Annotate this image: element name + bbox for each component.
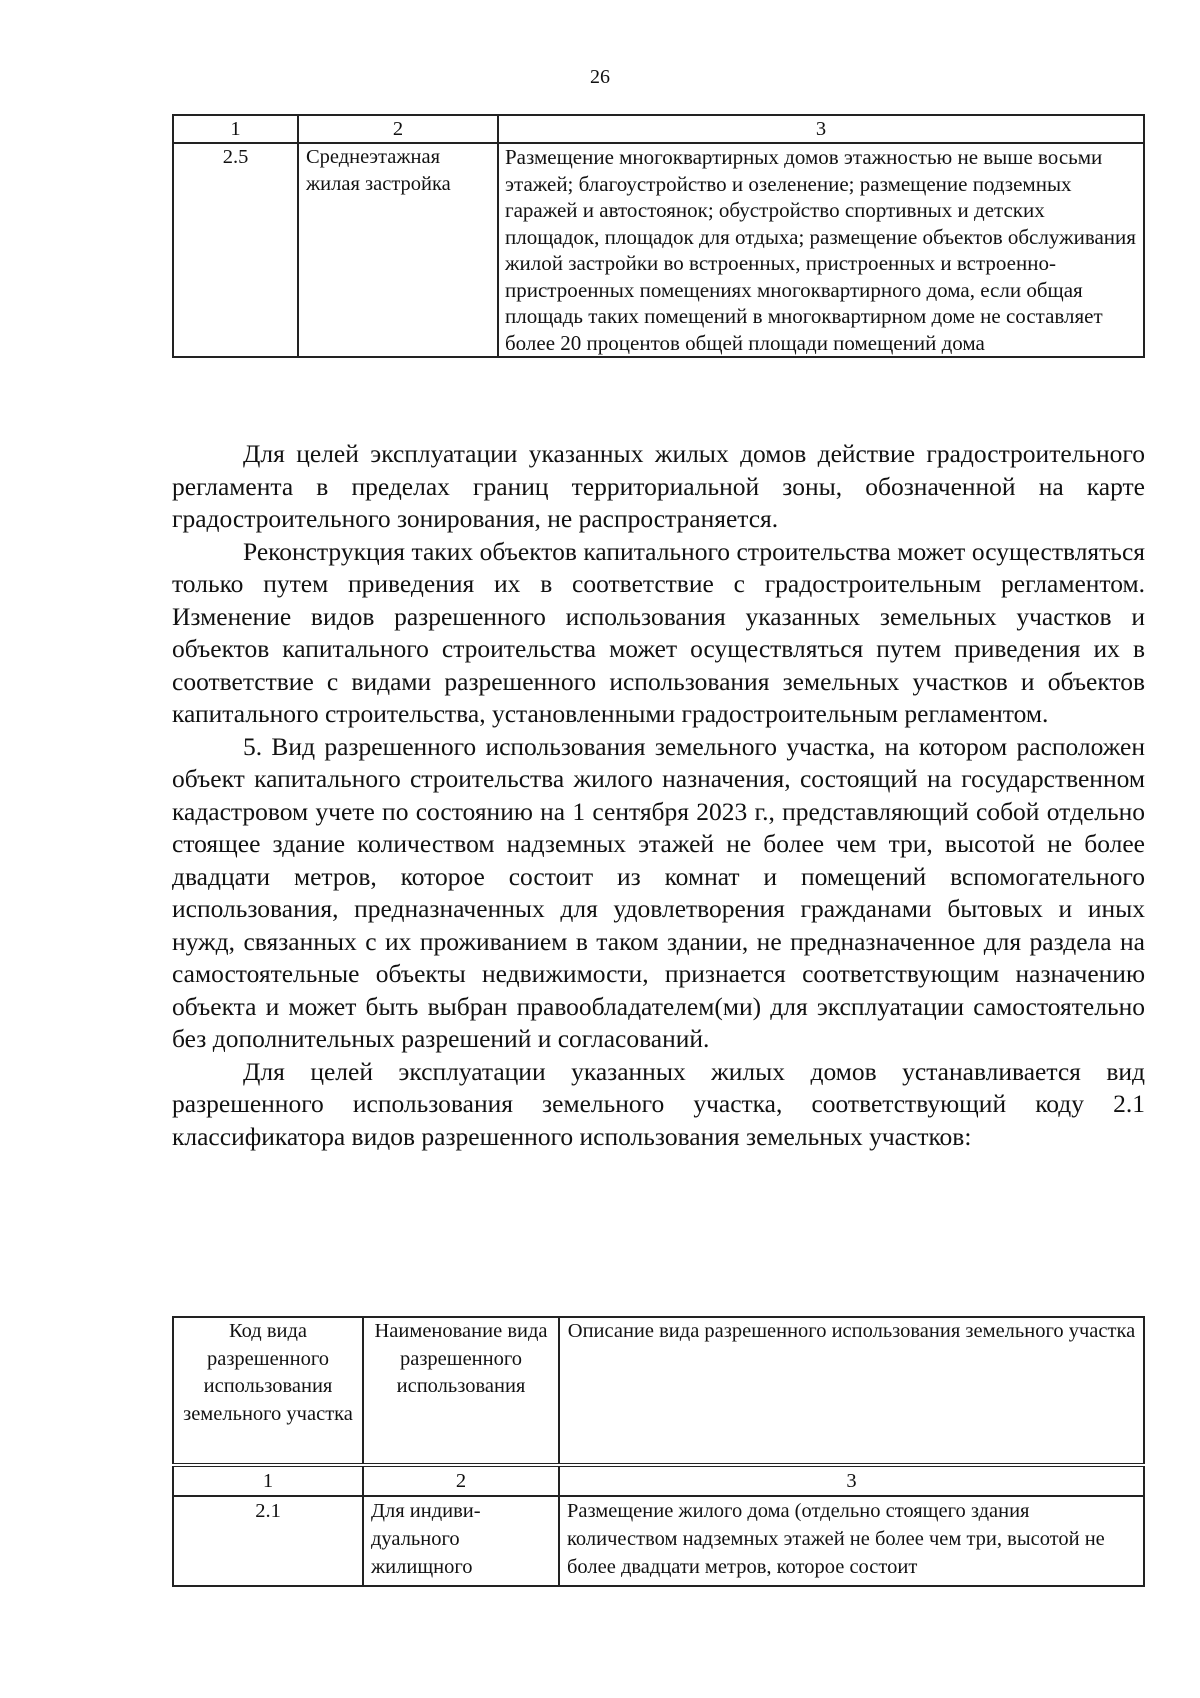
column-number-2: 2	[363, 1465, 559, 1496]
table-row	[173, 143, 1144, 357]
header-name: Наименование вида разрешенного использования	[363, 1317, 559, 1465]
land-use-code: 2.1	[173, 1496, 363, 1586]
page-number: 26	[590, 66, 610, 88]
land-use-name: Для индиви-дуального жилищного	[363, 1496, 559, 1586]
header-description: Описание вида разрешенного использования земельного участка	[559, 1317, 1144, 1465]
column-number-3: 3	[559, 1465, 1144, 1496]
column-number-1: 1	[173, 115, 298, 143]
paragraph: 5. Вид разрешенного использования земельного участка, на котором расположен объект капитального строительства жилого назначения, состоящий на государственном кадастровом учете по состоянию на 1 сентября 2023 г., представляющий собой отдельно стоящее здание количеством надземных этажей не более чем три, высотой не более двадцати метров, которое состоит из комнат и помещений вспомогательного использования, предназначенных для удовлетворения гражданами бытовых и иных нужд, связанных с их проживанием в таком здании, не предназначенное для раздела на самостоятельные объекты недвижимости, признается соответствующим назначению объекта и может быть выбран правообладателем(ми) для эксплуатации самостоятельно без дополнительных разрешений и согласований.	[172, 731, 1145, 1053]
table-row	[173, 1496, 1144, 1586]
table-header-row	[173, 1317, 1144, 1465]
land-use-description: Размещение многоквартирных домов этажностью не выше восьми этажей; благоустройство и озеленение; размещение подземных гаражей и автостоянок; обустройство спортивных и детских площадок, площадок для отдыха; размещение объектов обслуживания жилой застройки во встроенных, пристроенных и встроенно-пристроенных помещениях многоквартирного дома, если общая площадь таких помещений в многоквартирном доме не составляет более 20 процентов общей площади помещений дома	[498, 143, 1144, 357]
paragraph: Для целей эксплуатации указанных жилых домов устанавливается вид разрешенного использования земельного участка, соответствующий коду 2.1 классификатора видов разрешенного использования земельных участков:	[172, 1056, 1145, 1151]
column-number-2: 2	[298, 115, 498, 143]
land-use-code: 2.5	[173, 143, 298, 357]
table-number-row	[173, 1465, 1144, 1496]
document-body	[172, 438, 1145, 1153]
land-use-name: Среднеэтажная жилая застройка	[298, 143, 498, 357]
paragraph: Реконструкция таких объектов капитального строительства может осуществляться только путем приведения их в соответствие с градостроительным регламентом. Изменение видов разрешенного использования указанных земельных участков и объектов капитального строительства может осуществляться путем приведения их в соответствие с видами разрешенного использования земельных участков и объектов капитального строительства, установленными градостроительным регламентом.	[172, 536, 1145, 728]
table-header-row	[173, 115, 1144, 143]
header-code: Код вида разрешенного использования земельного участка	[173, 1317, 363, 1465]
paragraph: Для целей эксплуатации указанных жилых домов действие градостроительного регламента в пределах границ территориальной зоны, обозначенной на карте градостроительного зонирования, не распространяется.	[172, 439, 1145, 533]
column-number-3: 3	[498, 115, 1144, 143]
land-use-classifier-table	[172, 1316, 1145, 1587]
land-use-description: Размещение жилого дома (отдельно стоящего здания количеством надземных этажей не более чем три, высотой не более двадцати метров, которое состоит	[559, 1496, 1144, 1586]
land-use-table-continuation	[172, 114, 1145, 358]
column-number-1: 1	[173, 1465, 363, 1496]
